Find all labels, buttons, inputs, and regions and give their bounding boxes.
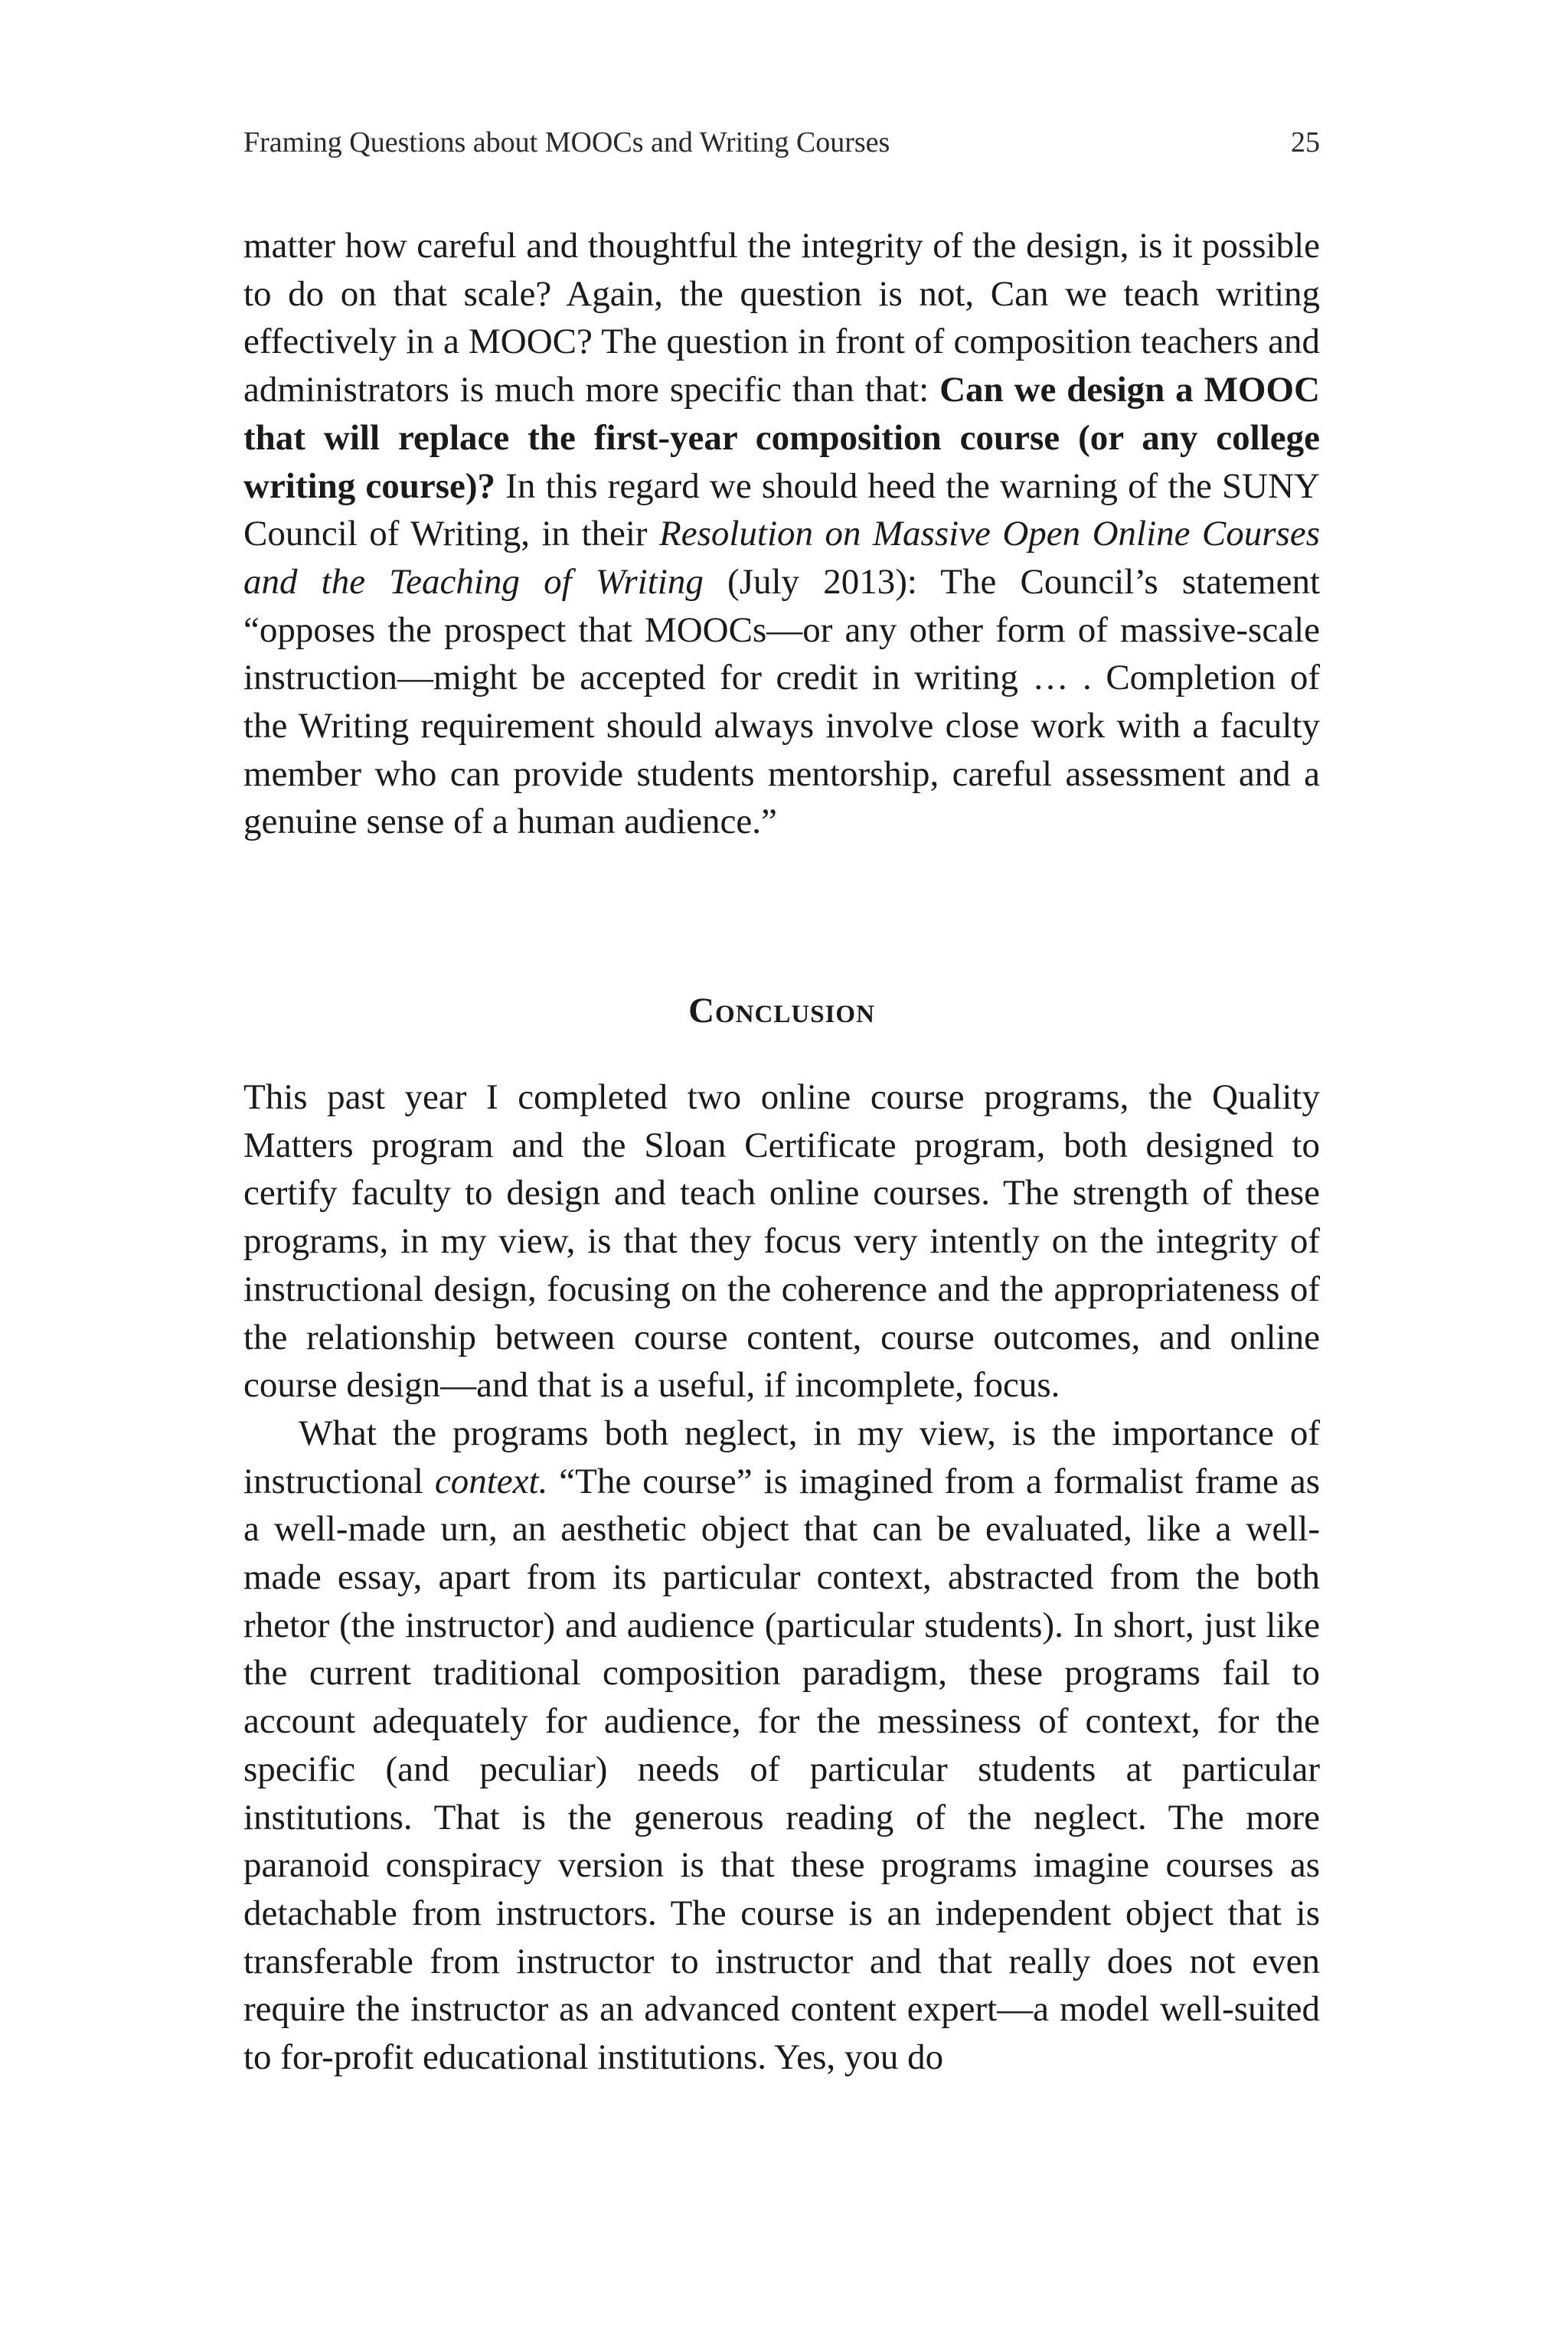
resolution-title: Resolution on Massive Open Online Courses and the Teaching of Writing: [243, 514, 1320, 602]
body-text-top: [243, 222, 1320, 846]
conclusion-paragraph-2: [243, 1410, 1320, 2082]
running-head: [243, 124, 1320, 161]
paragraph-1-bold-question: Can we design a MOOC that will replace the first-year composition course (or any college writing course)?: [243, 370, 1320, 506]
body-text-conclusion: [243, 1073, 1320, 2082]
context-emphasis: context.: [434, 1461, 548, 1501]
paragraph-3-text-a: What the programs both neglect, in my view, is the importance of instructional: [243, 1413, 1320, 1501]
page-number: 25: [1291, 126, 1320, 158]
paragraph-1-text-c: (July 2013): The Council’s statement “opposes the prospect that MOOCs—or any other form of massive-scale instruction—might be accepted for credit in writing … . Completion of the Writing requirement should always involve close work with a faculty member who can provide students mentorship, careful assessment and a genuine sense of a human audience.”: [243, 561, 1320, 842]
section-heading: Conclusion: [688, 991, 875, 1031]
running-head-title: Framing Questions about MOOCs and Writing Courses: [243, 126, 890, 158]
paragraph-1-text-b: In this regard we should heed the warning of the SUNY Council of Writing, in their: [243, 466, 1321, 554]
paragraph-continuation: [243, 222, 1320, 846]
paragraph-1-text-a: matter how careful and thoughtful the integrity of the design, is it possible to do on that scale? Again, the question is not, Can we teach writing effectively in a MOOC? The question in front of composition teachers and administrators is much more specific than that:: [243, 226, 1320, 410]
paragraph-3-text-b: “The course” is imagined from a formalist frame as a well-made urn, an aesthetic object that can be evaluated, like a well-made essay, apart from its particular context, abstracted from the both rhetor (the instructor) and audience (particular students). In short, just like the current traditional composition paradigm, these programs fail to account adequately for audience, for the messiness of context, for the specific (and peculiar) needs of particular students at particular institutions. That is the generous reading of the neglect. The more paranoid conspiracy version is that these programs imagine courses as detachable from instructors. The course is an independent object that is transferable from instructor to instructor and that really does not even require the instructor as an advanced content expert—a model well-suited to for-profit educational institutions. Yes, you do: [243, 1461, 1320, 2078]
conclusion-paragraph-1: This past year I completed two online course programs, the Quality Matters program and the Sloan Certificate program, both designed to certify faculty to design and teach online courses. The strength of these programs, in my view, is that they focus very intently on the integrity of instructional design, focusing on the coherence and the appropriateness of the relationship between course content, course outcomes, and online course design—and that is a useful, if incomplete, focus.: [243, 1077, 1320, 1406]
